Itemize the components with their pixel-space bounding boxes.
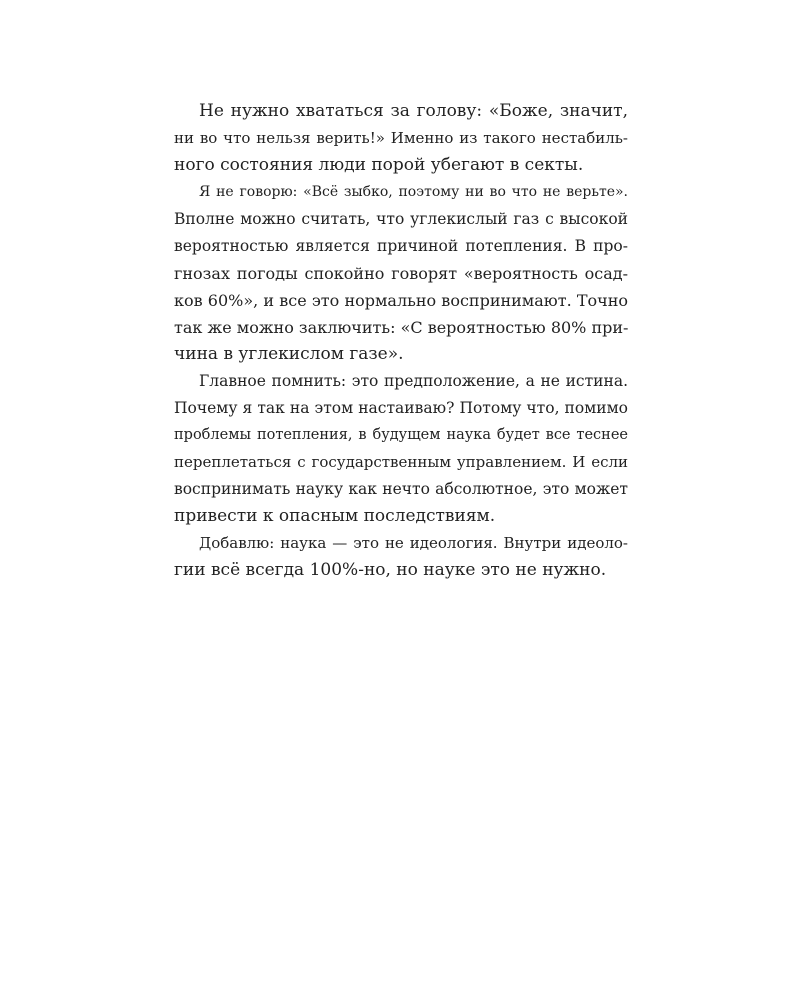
text-line: ни во что нельзя верить!» Именно из такого нестабиль- xyxy=(174,129,628,147)
text-line: Вполне можно считать, что углекислый газ с высокой xyxy=(174,210,628,228)
text-line: Главное помнить: это предположение, а не истина. xyxy=(199,372,628,390)
text-line: чина в углекислом газе». xyxy=(174,344,404,364)
text-line: Добавлю: наука — это не идеология. Внутри идеоло- xyxy=(199,534,628,552)
paragraph xyxy=(174,179,628,368)
text-line: Почему я так на этом настаиваю? Потому что, помимо xyxy=(174,399,628,417)
text-line: ков 60%», и все это нормально воспринимают. Точно xyxy=(174,291,628,310)
body-text xyxy=(174,98,628,584)
text-line: гнозах погоды спокойно говорят «вероятность осад- xyxy=(174,264,628,283)
text-line: ного состояния люди порой убегают в секты. xyxy=(174,155,584,175)
text-line: проблемы потепления, в будущем наука будет все теснее xyxy=(174,427,628,443)
text-line: так же можно заключить: «С вероятностью 80% при- xyxy=(174,318,629,337)
text-line: гии всё всегда 100%-но, но науке это не нужно. xyxy=(174,560,607,580)
text-line: Не нужно хвататься за голову: «Боже, значит, xyxy=(199,101,628,121)
paragraph xyxy=(174,368,628,530)
paragraph xyxy=(174,98,628,179)
text-line: переплетаться с государственным управлением. И если xyxy=(174,453,628,471)
text-line: воспринимать науку как нечто абсолютное, это может xyxy=(174,480,628,498)
text-line: Я не говорю: «Всё зыбко, поэтому ни во что не верьте». xyxy=(199,184,628,200)
paragraph xyxy=(174,530,628,584)
text-line: вероятностью является причиной потепления. В про- xyxy=(174,237,628,255)
text-line: привести к опасным последствиям. xyxy=(174,506,496,526)
